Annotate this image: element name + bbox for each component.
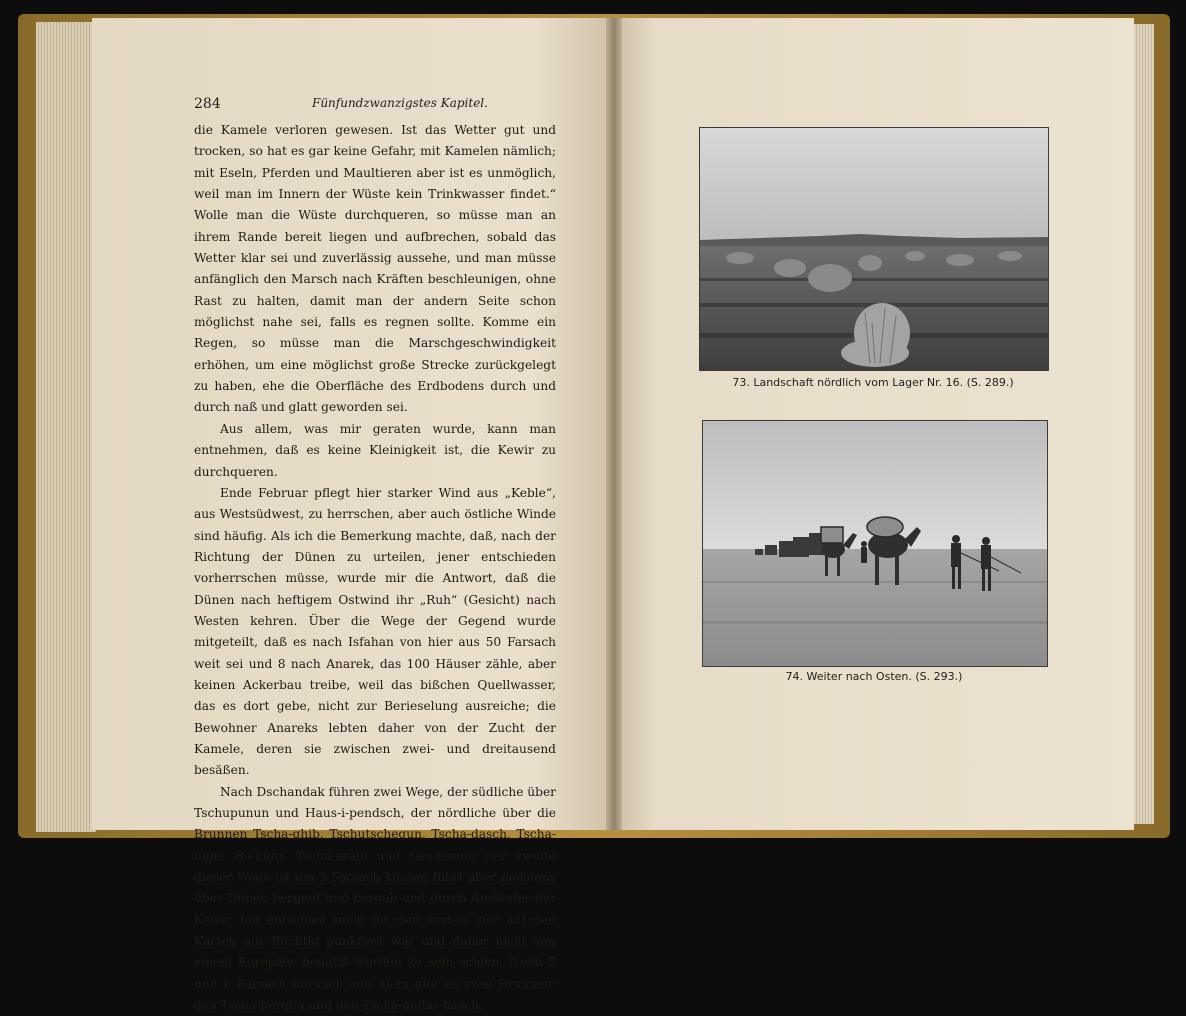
- figure-73-caption: 73. Landschaft nördlich vom Lager Nr. 16. (S. 289.): [732, 376, 1014, 389]
- running-title: Fünfundzwanzigstes Kapitel.: [312, 96, 488, 110]
- figure-73-photo: [699, 127, 1049, 371]
- figure-74-photo: [702, 420, 1048, 667]
- paragraph: Aus allem, was mir geraten wurde, kann man entnehmen, daß es keine Kleinigkeit ist, die Kewir zu durchqueren.: [194, 421, 556, 479]
- paragraph: Ende Februar pflegt hier starker Wind aus „Keble“, aus Westsüdwest, zu herrschen, aber auch östliche Winde sind häufig. Als ich die Bemerkung machte, daß, nach der Richtung der Dünen zu urteilen, jener entschieden vorherrschen müsse, wurde mir die Antwort, daß die Dünen nach heftigem Ostwind ihr „Ruh“ (Gesicht) nach Westen kehren. Über die Wege der Gegend wurde mitgeteilt, daß es nach Isfahan von hier aus 50 Farsach weit sei und 8 nach Anarek, das 100 Häuser zähle, aber keinen Ackerbau treibe, weil das bißchen Quellwasser, das es dort gebe, nicht zur Berieselung ausreiche; die Bewohner Anareks lebten daher von der Zucht der Kamele, deren sie zwischen zwei- und dreitausend besäßen.: [194, 485, 556, 778]
- paragraph: Nach Dschandak führen zwei Wege, der südliche über Tschupunun und Haus-i-pendsch, der nördliche über die Brunnen Tscha-ghib, Tschutschegun, Tscha-dasch, Tscha-nigu, Bo-nigu, Tscha-arabi und Ges-essun; der zweite dieser Wege ist um 3 Farsach kürzer, führt aber meistens über Dünen bergauf und bergab und durch Ausläufer der Kewir. Ich entschied mich für den ersten, der auf den Karten nur flüchtig punktiert war und daher nicht von einem Europäer benutzt worden zu sein schien. Noch 5 und 6 Farsach nördlich von Alem gibt es zwei Brunnen: den Tscha-berghu und den Tscha-gudar-hasch,: [194, 784, 556, 1013]
- page-number: 284: [194, 96, 221, 112]
- book-gutter: [606, 18, 622, 830]
- paragraph: die Kamele verloren gewesen. Ist das Wetter gut und trocken, so hat es gar keine Gefahr, mit Kamelen nämlich; mit Eseln, Pferden und Maultieren aber ist es unmöglich, weil man im Innern der Wüste kein Trinkwasser findet.“ Wolle man die Wüste durchqueren, so müsse man an ihrem Rande bereit liegen und aufbrechen, sobald das Wetter klar sei und zuverlässig aussehe, und man müsse anfänglich den Marsch nach Kräften beschleunigen, ohne Rast zu halten, damit man der andern Seite schon möglichst nahe sei, falls es regnen sollte. Komme ein Regen, so müsse man die Marschgeschwindigkeit erhöhen, um eine möglichst große Strecke zurückgelegt zu haben, ehe die Oberfläche des Erdbodens durch und durch naß und glatt geworden sei.: [194, 123, 556, 415]
- body-text: [194, 120, 556, 1016]
- figure-74-caption: 74. Weiter nach Osten. (S. 293.): [785, 670, 963, 683]
- page-header: [194, 96, 552, 116]
- left-page-edges: [36, 22, 96, 832]
